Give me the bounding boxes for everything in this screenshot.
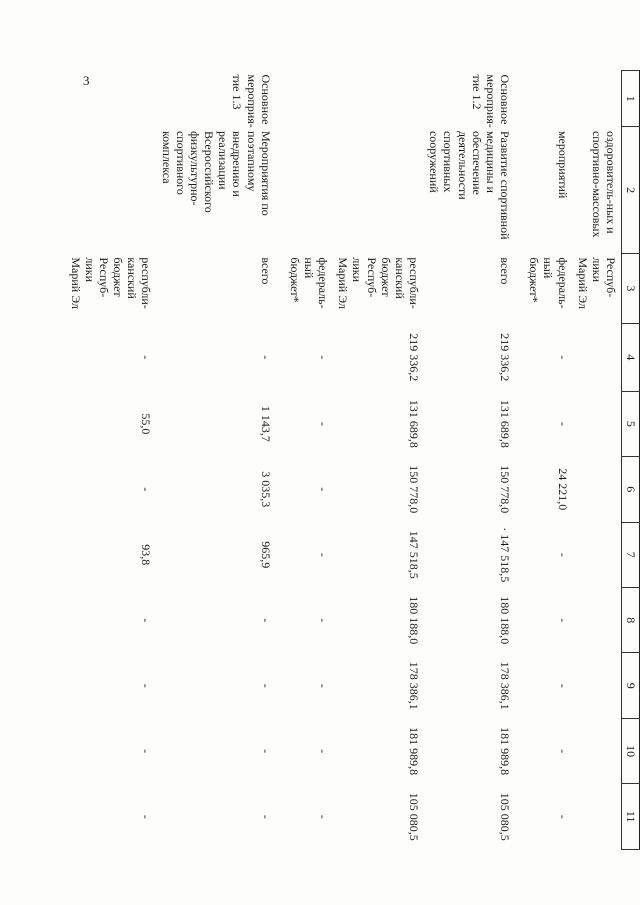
cell-value: -	[555, 552, 570, 557]
cell-event	[66, 71, 157, 127]
table-row	[333, 71, 424, 850]
cell-value: 150 778,0	[498, 465, 513, 514]
col-header-1: 1	[622, 71, 640, 127]
budget-table	[66, 70, 640, 850]
cell-value: -	[258, 355, 273, 360]
cell-value: · 147 518,5	[498, 527, 513, 583]
cell-value: 105 080,5	[498, 792, 513, 841]
col-header-8: 8	[622, 588, 640, 653]
col-header-4: 4	[622, 323, 640, 391]
cell-value: -	[555, 355, 570, 360]
cell-event	[285, 71, 333, 127]
cell-source: всего	[498, 257, 513, 285]
cell-value: -	[139, 487, 154, 492]
cell-source: Респуб-лики Марий Эл	[575, 257, 618, 309]
cell-value: 178 386,1	[498, 661, 513, 710]
cell-value: -	[316, 749, 331, 754]
cell-value: 219 336,2	[498, 333, 513, 382]
cell-value: -	[555, 683, 570, 688]
cell-name: мероприятий	[555, 130, 570, 199]
cell-value: 93,8	[139, 544, 154, 566]
cell-value	[573, 718, 622, 783]
cell-value: -	[139, 814, 154, 819]
cell-event	[524, 71, 572, 127]
cell-value: -	[139, 618, 154, 623]
page-number: 3	[83, 73, 90, 88]
cell-value: 55,0	[139, 413, 154, 435]
cell-value: -	[316, 421, 331, 426]
cell-value: 147 518,5	[407, 530, 422, 579]
cell-value: -	[316, 487, 331, 492]
cell-value	[573, 391, 622, 456]
cell-value: 105 080,5	[407, 792, 422, 841]
cell-value: 178 386,1	[407, 661, 422, 710]
cell-value: 1 143,7	[258, 405, 273, 442]
cell-value: 24 221,0	[555, 468, 570, 511]
cell-source: республи-канский бюджет Респуб-лики Марий Эл	[336, 257, 422, 309]
cell-value: 181 989,8	[498, 727, 513, 776]
cell-value: -	[316, 355, 331, 360]
cell-name: Мероприятия по поэтапному внедрению и реализации Всероссийского физкультурно-спортивного комплекса	[159, 130, 273, 216]
col-header-3: 3	[622, 253, 640, 323]
cell-name	[333, 127, 424, 253]
cell-value: -	[139, 355, 154, 360]
table-row	[524, 71, 572, 850]
cell-value: -	[139, 683, 154, 688]
cell-value: 965,9	[258, 541, 273, 569]
cell-value: 150 778,0	[407, 465, 422, 514]
table-row	[156, 71, 284, 850]
col-header-7: 7	[622, 522, 640, 587]
col-header-5: 5	[622, 391, 640, 456]
col-header-2: 2	[622, 127, 640, 253]
table-row	[573, 71, 622, 850]
cell-value: 131 689,8	[407, 399, 422, 448]
cell-value: -	[258, 814, 273, 819]
cell-value: 180 188,0	[498, 596, 513, 645]
cell-name: Развитие спортивной медицины и обеспечение деятельности спортивных сооружений	[427, 130, 513, 240]
cell-value: -	[316, 552, 331, 557]
cell-value	[573, 457, 622, 522]
cell-value: -	[555, 749, 570, 754]
table-row	[424, 71, 524, 850]
cell-event: Основное мероприя-тие 1.3	[230, 74, 273, 128]
cell-source: республи-канский бюджет Респуб-лики Марий Эл	[68, 257, 154, 309]
cell-source: всего	[258, 257, 273, 285]
cell-source: федераль-ный бюджет*	[527, 257, 570, 309]
cell-value: 181 989,8	[407, 727, 422, 776]
cell-event	[333, 71, 424, 127]
col-header-10: 10	[622, 718, 640, 783]
cell-value: -	[316, 618, 331, 623]
cell-value: -	[316, 814, 331, 819]
cell-value	[573, 323, 622, 391]
cell-value: -	[139, 749, 154, 754]
cell-value: -	[555, 814, 570, 819]
cell-value	[573, 522, 622, 587]
cell-value: -	[258, 683, 273, 688]
cell-value: -	[555, 421, 570, 426]
col-header-6: 6	[622, 457, 640, 522]
table-row	[66, 71, 157, 850]
cell-event: Основное мероприя-тие 1.2	[469, 74, 513, 128]
cell-value: 3 035,3	[258, 471, 273, 508]
cell-value: 219 336,2	[407, 333, 422, 382]
cell-value: 180 188,0	[407, 596, 422, 645]
cell-value	[573, 653, 622, 718]
cell-event	[573, 71, 622, 127]
cell-value: -	[316, 683, 331, 688]
col-header-11: 11	[622, 784, 640, 850]
cell-name	[285, 127, 333, 253]
cell-value: -	[555, 618, 570, 623]
cell-value	[573, 784, 622, 850]
table-row	[285, 71, 333, 850]
cell-source: федераль-ный бюджет*	[287, 257, 331, 309]
cell-name	[66, 127, 157, 253]
rotated-table-wrapper	[68, 70, 640, 850]
cell-value: -	[258, 749, 273, 754]
header-row	[622, 71, 640, 850]
cell-value: -	[258, 618, 273, 623]
col-header-9: 9	[622, 653, 640, 718]
cell-value: 131 689,8	[498, 399, 513, 448]
cell-name: оздоровитель-ных и спортивно-массовых	[589, 130, 618, 238]
cell-value	[573, 588, 622, 653]
